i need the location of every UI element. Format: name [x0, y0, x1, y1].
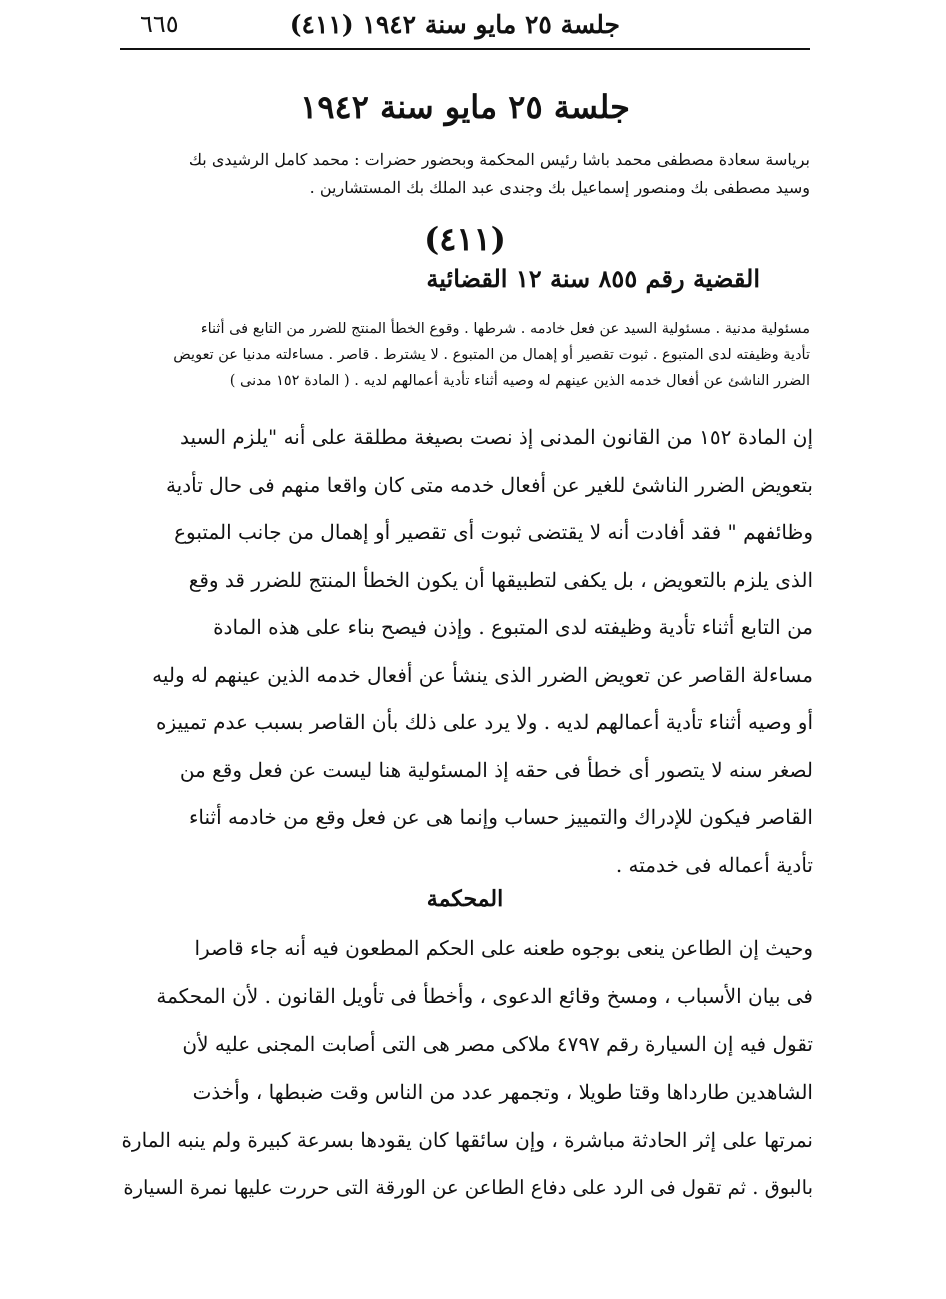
- presidency-block: [130, 146, 810, 202]
- body-line: بتعويض الضرر الناشئ للغير عن أفعال خدمه متى كان واقعا منهم فى حال تأدية: [165, 472, 813, 497]
- presidency-line: وسيد مصطفى بك ومنصور إسماعيل بك وجندى عبد الملك بك المستشارين .: [309, 178, 810, 197]
- summary-line: تأدية وظيفته لدى المتبوع . ثبوت تقصير أو إهمال من المتبوع . لا يشترط . قاصر . مساءلته مدنيا عن تعويض: [173, 347, 810, 363]
- body-line: القاصر فيكون للإدراك والتمييز حساب وإنما هى عن فعل وقع من خادمه أثناء: [188, 805, 813, 829]
- running-header: [120, 10, 810, 42]
- court-line: وحيث إن الطاعن ينعى بوجوه طعنه على الحكم المطعون فيه أنه جاء قاصرا: [194, 936, 813, 960]
- court-line: فى بيان الأسباب ، ومسخ وقائع الدعوى ، وأخطأ فى تأويل القانون . لأن المحكمة: [156, 984, 813, 1008]
- body-line: تأدية أعماله فى خدمته .: [615, 852, 813, 877]
- body-line: وظائفهم " فقد أفادت أنه لا يقتضى ثبوت أى تقصير أو إهمال من جانب المتبوع: [174, 520, 813, 544]
- session-title: جلسة ٢٥ مايو سنة ١٩٤٢: [300, 88, 630, 126]
- body-line: لصغر سنه لا يتصور أى خطأ فى حقه إذ المسئولية هنا ليست عن فعل وقع من: [179, 757, 813, 782]
- case-title: القضية رقم ٨٥٥ سنة ١٢ القضائية: [426, 264, 760, 293]
- case-number: (٤١١): [424, 220, 506, 258]
- body-line: أو وصيه أثناء تأدية أعمالهم لديه . ولا يرد على ذلك بأن القاصر بسبب عدم تمييزه: [156, 710, 813, 734]
- page-number: ٦٦٥: [140, 10, 179, 38]
- legal-principle-text: [118, 414, 813, 889]
- court-reasoning-text: [118, 924, 813, 1212]
- summary-line: مسئولية مدنية . مسئولية السيد عن فعل خادمه . شرطها . وقوع الخطأ المنتج للضرر من التابع فى أثناء: [200, 321, 810, 337]
- header-rule: [120, 48, 810, 50]
- summary-line: الضرر الناشئ عن أفعال خدمه الذين عينهم له وصيه أثناء تأدية أعمالهم لديه . ( المادة ١٥٢ مدنى ): [229, 373, 810, 389]
- running-header-title: جلسة ٢٥ مايو سنة ١٩٤٢ (٤١١): [289, 10, 620, 39]
- body-line: إن المادة ١٥٢ من القانون المدنى إذ نصت بصيغة مطلقة على أنه "يلزم السيد: [180, 425, 813, 449]
- court-line: بالبوق . ثم تقول فى الرد على دفاع الطاعن عن الورقة التى حررت عليها نمرة السيارة: [123, 1176, 813, 1199]
- presidency-line: برياسة سعادة مصطفى محمد باشا رئيس المحكمة وبحضور حضرات : محمد كامل الرشيدى بك: [188, 150, 810, 169]
- body-line: مساءلة القاصر عن تعويض الضرر الذى ينشأ عن أفعال خدمه الذين عينهم له وليه: [152, 662, 813, 687]
- case-summary: [130, 316, 810, 394]
- court-line: تقول فيه إن السيارة رقم ٤٧٩٧ ملاكى مصر هى التى أصابت المجنى عليه لأن: [182, 1032, 813, 1056]
- body-line: الذى يلزم بالتعويض ، بل يكفى لتطبيقها أن يكون الخطأ المنتج للضرر قد وقع: [188, 567, 813, 592]
- body-line: من التابع أثناء تأدية وظيفته لدى المتبوع . وإذن فيصح بناء على هذه المادة: [213, 615, 813, 639]
- court-heading: المحكمة: [426, 886, 504, 912]
- court-line: نمرتها على إثر الحادثة مباشرة ، وإن سائقها كان يقودها بسرعة كبيرة ولم ينبه المارة: [121, 1128, 813, 1152]
- court-line: الشاهدين طارداها وقتا طويلا ، وتجمهر عدد من الناس وقت ضبطها ، وأخذت: [192, 1080, 813, 1104]
